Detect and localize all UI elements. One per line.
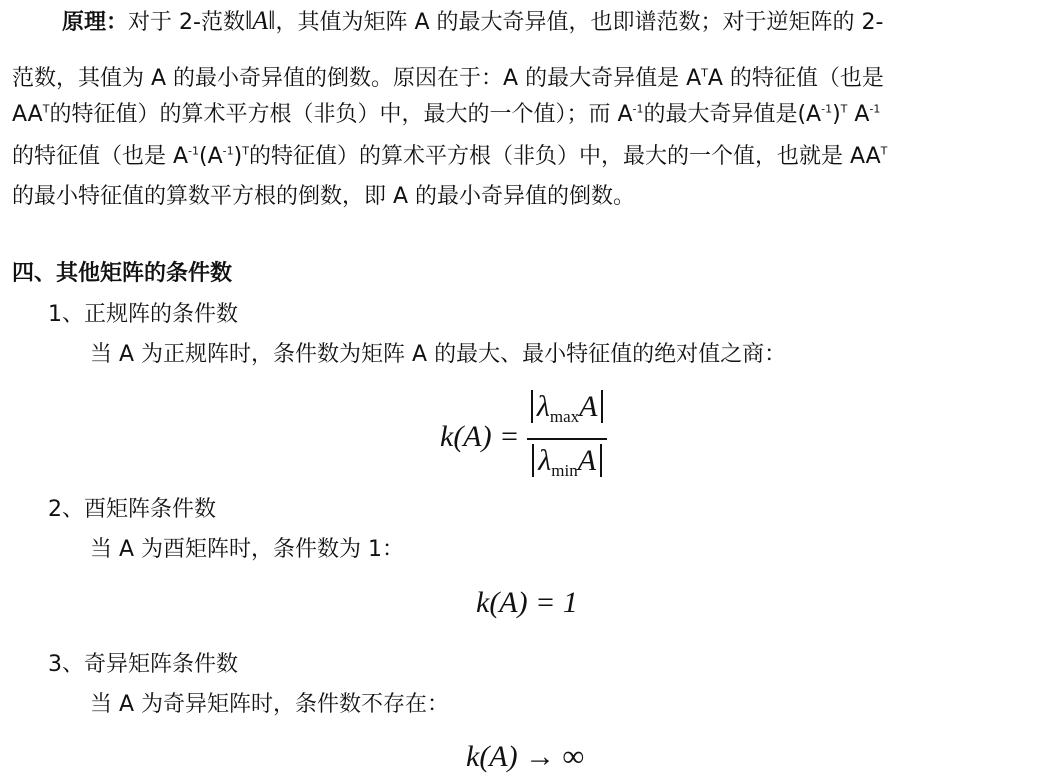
formula-condition-singular: k(A) → ∞	[466, 740, 585, 773]
item-1-desc: 当 A 为正规阵时，条件数为矩阵 A 的最大、最小特征值的绝对值之商：	[90, 342, 787, 367]
item-3-title: 3、奇异矩阵条件数	[48, 652, 238, 677]
item-2-title: 2、酉矩阵条件数	[48, 497, 216, 522]
principle-label: 原理：	[62, 10, 129, 35]
item-3-desc: 当 A 为奇异矩阵时，条件数不存在：	[90, 692, 450, 717]
principle-line-5: 的最小特征值的算数平方根的倒数，即 A 的最小奇异值的倒数。	[12, 184, 636, 209]
principle-text-b: ，其值为矩阵 A 的最大奇异值，也即谱范数；对于逆矩阵的 2-	[275, 10, 884, 35]
principle-line-4: 的特征值（也是 $A^{-1}(A^{-1})^T$的特征值）的算术平方根（非负）中，最大的一个值，也就是 $AA^T$	[12, 144, 888, 169]
formula-condition-normal: k(A) = $\frac{\lambda_{max}A}{\lambda_{min}A}$	[440, 388, 607, 490]
principle-text-a: 对于 2-范数	[128, 10, 245, 35]
norm-symbol: ‖A‖	[244, 6, 276, 35]
item-1-title: 1、正规阵的条件数	[48, 302, 238, 327]
formula-condition-unitary: k(A) = 1	[476, 586, 578, 619]
section-heading: 四、其他矩阵的条件数	[12, 261, 233, 286]
item-2-desc: 当 A 为酉矩阵时，条件数为 1：	[90, 537, 405, 562]
principle-line-3: $AA^T$的特征值）的算术平方根（非负）中，最大的一个值）；而 $A^{-1}$的最大奇异值是$(A^{-1})^T$ $A^{-1}$	[12, 102, 881, 127]
principle-line-1	[62, 4, 883, 40]
principle-line-2: 范数，其值为 A 的最小奇异值的倒数。原因在于：A 的最大奇异值是 $A^TA$ 的特征值（也是	[12, 66, 884, 91]
